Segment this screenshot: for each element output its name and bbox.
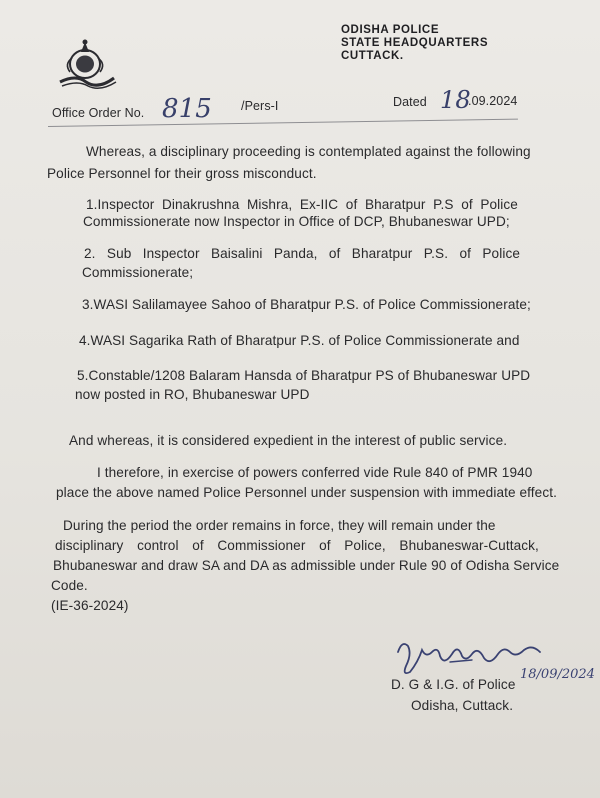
item-2-line-1: 2. Sub Inspector Baisalini Panda, of Bharatpur P.S. of Police	[84, 246, 520, 261]
item-4: 4.WASI Sagarika Rath of Bharatpur P.S. of Police Commissionerate and	[79, 333, 520, 348]
item-1-line-2: Commissionerate now Inspector in Office of DCP, Bhubaneswar UPD;	[83, 214, 510, 229]
office-order-label: Office Order No.	[52, 106, 145, 120]
item-5-line-1: 5.Constable/1208 Balaram Hansda of Bharatpur PS of Bhubaneswar UPD	[77, 368, 531, 383]
dated-label: Dated	[393, 95, 427, 109]
paragraph-period-line-2: disciplinary control of Commissioner of Police, Bhubaneswar-Cuttack,	[55, 538, 539, 553]
signatory-designation: D. G & I.G. of Police	[391, 677, 516, 692]
org-city: CUTTACK.	[341, 50, 404, 62]
dated-day: 18	[440, 86, 471, 114]
item-3: 3.WASI Salilamayee Sahoo of Bharatpur P.S. of Police Commissionerate;	[82, 297, 531, 312]
paragraph-suspension-line-2: place the above named Police Personnel under suspension with immediate effect.	[56, 485, 557, 500]
office-order-suffix: /Pers-I	[241, 99, 279, 113]
item-1-line-1: 1.Inspector Dinakrushna Mishra, Ex-IIC of Bharatpur P.S of Police	[86, 197, 518, 212]
paragraph-period-line-3: Bhubaneswar and draw SA and DA as admissible under Rule 90 of Odisha Service	[53, 558, 560, 573]
item-2-line-2: Commissionerate;	[82, 265, 194, 280]
paragraph-period-line-1: During the period the order remains in force, they will remain under the	[63, 518, 496, 533]
signature-date: 18/09/2024	[520, 667, 595, 682]
reference-number: (IE-36-2024)	[51, 598, 129, 613]
org-office: STATE HEADQUARTERS	[341, 37, 489, 49]
paragraph-period-line-4: Code.	[51, 578, 88, 593]
office-order-number: 815	[162, 94, 212, 124]
item-5-line-2: now posted in RO, Bhubaneswar UPD	[75, 387, 310, 402]
paragraph-public-interest: And whereas, it is considered expedient in the interest of public service.	[69, 433, 508, 448]
org-name: ODISHA POLICE	[341, 24, 440, 36]
intro-line-1: Whereas, a disciplinary proceeding is contemplated against the following	[86, 144, 531, 159]
intro-line-2: Police Personnel for their gross misconduct.	[47, 166, 317, 181]
signatory-place: Odisha, Cuttack.	[411, 698, 514, 713]
signature-name	[0, 0, 1, 1]
police-emblem-icon	[56, 38, 120, 94]
paragraph-suspension-line-1: I therefore, in exercise of powers conferred vide Rule 840 of PMR 1940	[97, 465, 533, 480]
dated-rest: .09.2024	[468, 94, 518, 108]
